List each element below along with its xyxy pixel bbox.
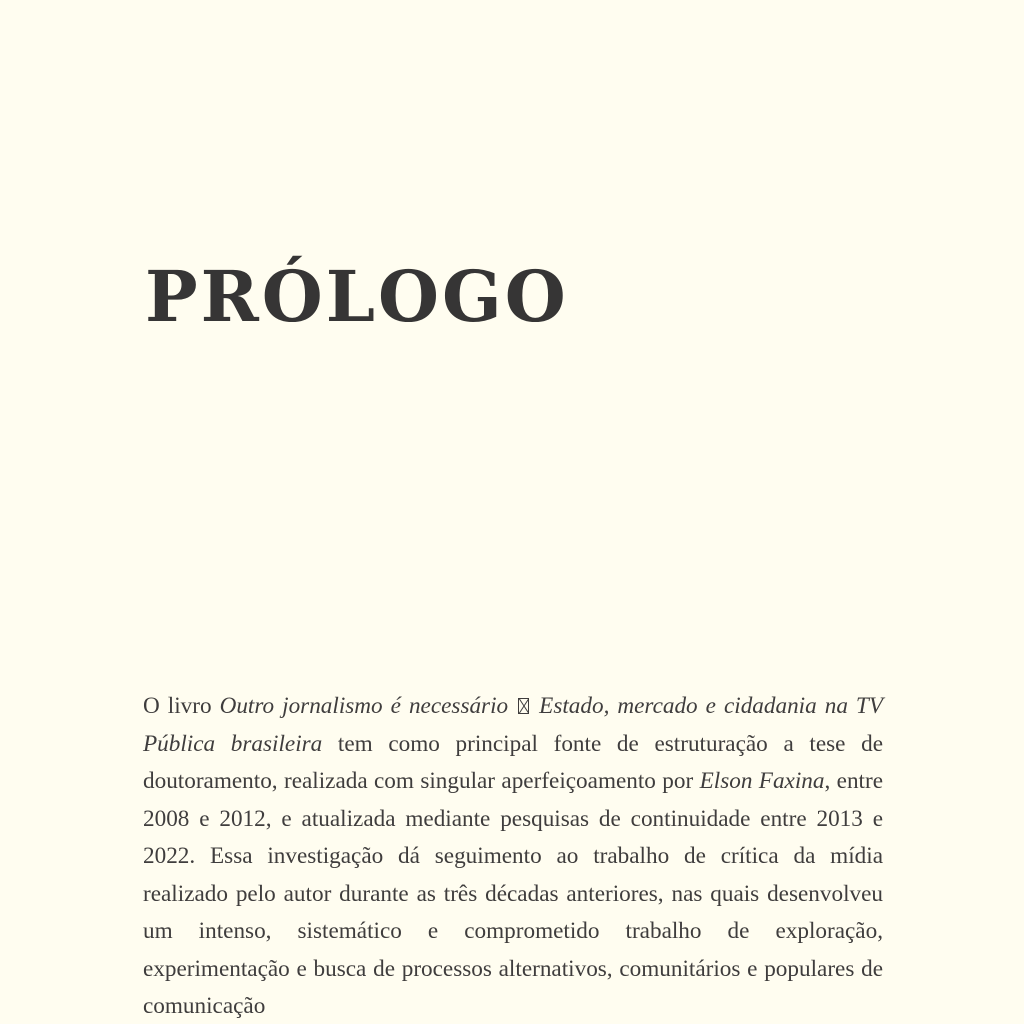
intro-text: O livro <box>143 693 220 719</box>
book-title-part1: Outro jornalismo é necessário <box>219 693 509 719</box>
author-name: Elson Faxina <box>699 768 825 794</box>
text-after-author: , entre 2008 e 2012, e atualizada mediante pesquisas de continuidade entre 2013 e 2022. Essa investigação dá seguimento ao trabalho de crítica da mídia realizado pelo autor durante as três décadas anteriores, nas quais desenvolveu um intenso, sistemático e comprometido trabalho de exploração, experimentação e busca de processos alternativos, comunitários e populares de comunicação <box>143 768 884 1019</box>
missing-glyph-icon <box>518 698 529 714</box>
prologue-paragraph <box>143 688 883 1024</box>
text-after-title: tem como principal fonte de estruturação a tese de doutoramento, realizada com singular aperfeiçoamento por <box>143 730 883 794</box>
book-title-part2: Estado, mercado e cidadania na TV Pública brasileira <box>143 693 883 757</box>
chapter-title: PRÓLOGO <box>145 255 569 338</box>
